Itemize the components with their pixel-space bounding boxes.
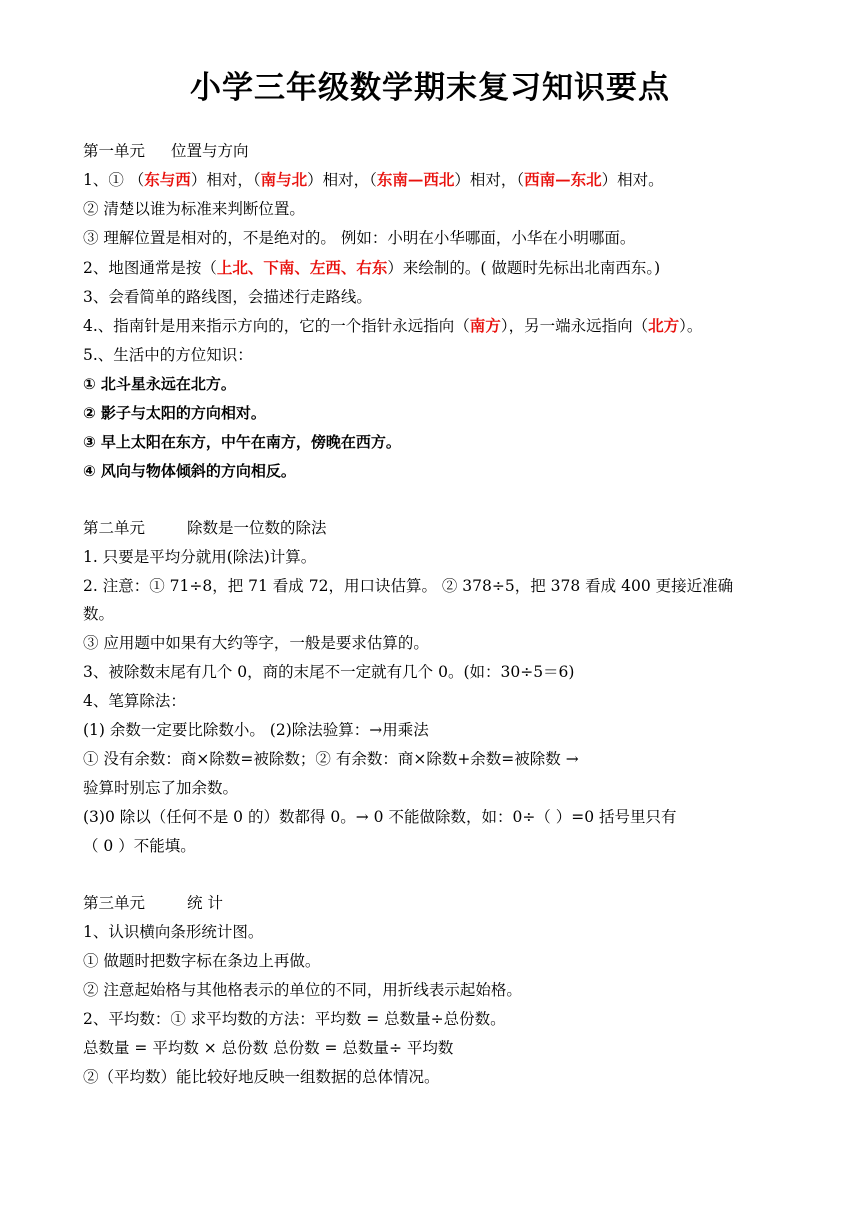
text: ）相对，（ [307, 171, 377, 189]
unit3-line-6: ②（平均数）能比较好地反映一组数据的总体情况。 [83, 1068, 440, 1086]
text: ）来绘制的。( 做题时先标出北南西东。) [387, 259, 661, 277]
unit2-line-9: (3)0 除以（任何不是 0 的）数都得 0。→ 0 不能做除数，如：0÷（ ）=0 括号里只有 [83, 808, 677, 826]
red-answer: 北方 [648, 316, 680, 335]
text: ）相对，（ [454, 171, 525, 189]
red-answer: 西南—东北 [524, 170, 602, 189]
red-answer: 南方 [469, 316, 501, 335]
text: ）相对，（ [190, 171, 261, 189]
red-answer: 东与西 [144, 170, 191, 189]
unit1-bold-3: ③ 早上太阳在东方，中午在南方，傍晚在西方。 [83, 433, 401, 451]
text: 2、地图通常是按（ [83, 259, 217, 277]
unit2-heading-label: 第二单元 [83, 519, 146, 537]
unit3-line-2: ① 做题时把数字标在条边上再做。 [83, 952, 321, 970]
unit1-line-7: 5.、生活中的方位知识： [83, 346, 253, 364]
unit2-line-1: 1. 只要是平均分就用(除法)计算。 [83, 548, 317, 566]
unit2-heading-topic: 除数是一位数的除法 [187, 519, 327, 537]
unit1-bold-4: ④ 风向与物体倾斜的方向相反。 [83, 462, 296, 480]
unit3-heading-label: 第三单元 [83, 894, 146, 912]
red-answer: 上北、下南、左西、右东 [216, 258, 388, 277]
text: ）。 [679, 317, 703, 335]
text: 1、① （ [83, 171, 145, 189]
unit3-line-3: ② 注意起始格与其他格表示的单位的不同，用折线表示起始格。 [83, 981, 522, 999]
unit2-line-8: 验算时别忘了加余数。 [83, 779, 239, 797]
red-answer: 南与北 [260, 170, 308, 189]
unit2-line-6: (1) 余数一定要比除数小。 (2)除法验算：→用乘法 [83, 721, 429, 739]
red-answer: 东南—西北 [376, 170, 455, 189]
unit1-line-2: ② 清楚以谁为标准来判断位置。 [83, 200, 305, 218]
text: ）相对。 [601, 171, 664, 189]
unit1-line-4 [83, 258, 783, 278]
unit2-line-2b: 数。 [83, 605, 115, 623]
unit3-heading-topic: 统 计 [187, 894, 223, 912]
unit3-heading [83, 893, 783, 913]
unit1-line-1 [83, 170, 783, 190]
unit2-line-3: ③ 应用题中如果有大约等字，一般是要求估算的。 [83, 634, 429, 652]
unit2-line-2: 2. 注意：① 71÷8，把 71 看成 72，用口诀估算。 ② 378÷5，把 378 看成 400 更接近准确 [83, 577, 734, 595]
unit2-heading [83, 518, 783, 538]
unit1-heading-topic: 位置与方向 [171, 142, 249, 160]
unit1-line-3: ③ 理解位置是相对的，不是绝对的。 例如：小明在小华哪面，小华在小明哪面。 [83, 229, 636, 247]
text: ），另一端永远指向（ [500, 317, 649, 335]
unit1-heading [83, 141, 783, 161]
unit2-line-10: （ 0 ）不能填。 [83, 837, 196, 855]
unit2-line-4: 3、被除数末尾有几个 0，商的末尾不一定就有几个 0。(如：30÷5＝6) [83, 663, 575, 681]
text: 4.、指南针是用来指示方向的，它的一个指针永远指向（ [83, 317, 470, 335]
page-title: 小学三年级数学期末复习知识要点 [190, 70, 670, 106]
unit2-line-5: 4、笔算除法： [83, 692, 186, 710]
unit1-heading-label: 第一单元 [83, 142, 146, 160]
unit3-line-5: 总数量 = 平均数 × 总份数 总份数 = 总数量÷ 平均数 [83, 1039, 454, 1057]
unit2-line-7: ① 没有余数：商×除数=被除数；② 有余数：商×除数+余数=被除数 → [83, 750, 579, 768]
unit1-bold-1: ① 北斗星永远在北方。 [83, 375, 236, 393]
unit3-line-4: 2、平均数：① 求平均数的方法：平均数 = 总数量÷总份数。 [83, 1010, 506, 1028]
unit1-line-6 [83, 316, 783, 336]
unit1-line-5: 3、会看简单的路线图，会描述行走路线。 [83, 288, 372, 306]
unit3-line-1: 1、认识横向条形统计图。 [83, 923, 264, 941]
unit1-bold-2: ② 影子与太阳的方向相对。 [83, 404, 266, 422]
